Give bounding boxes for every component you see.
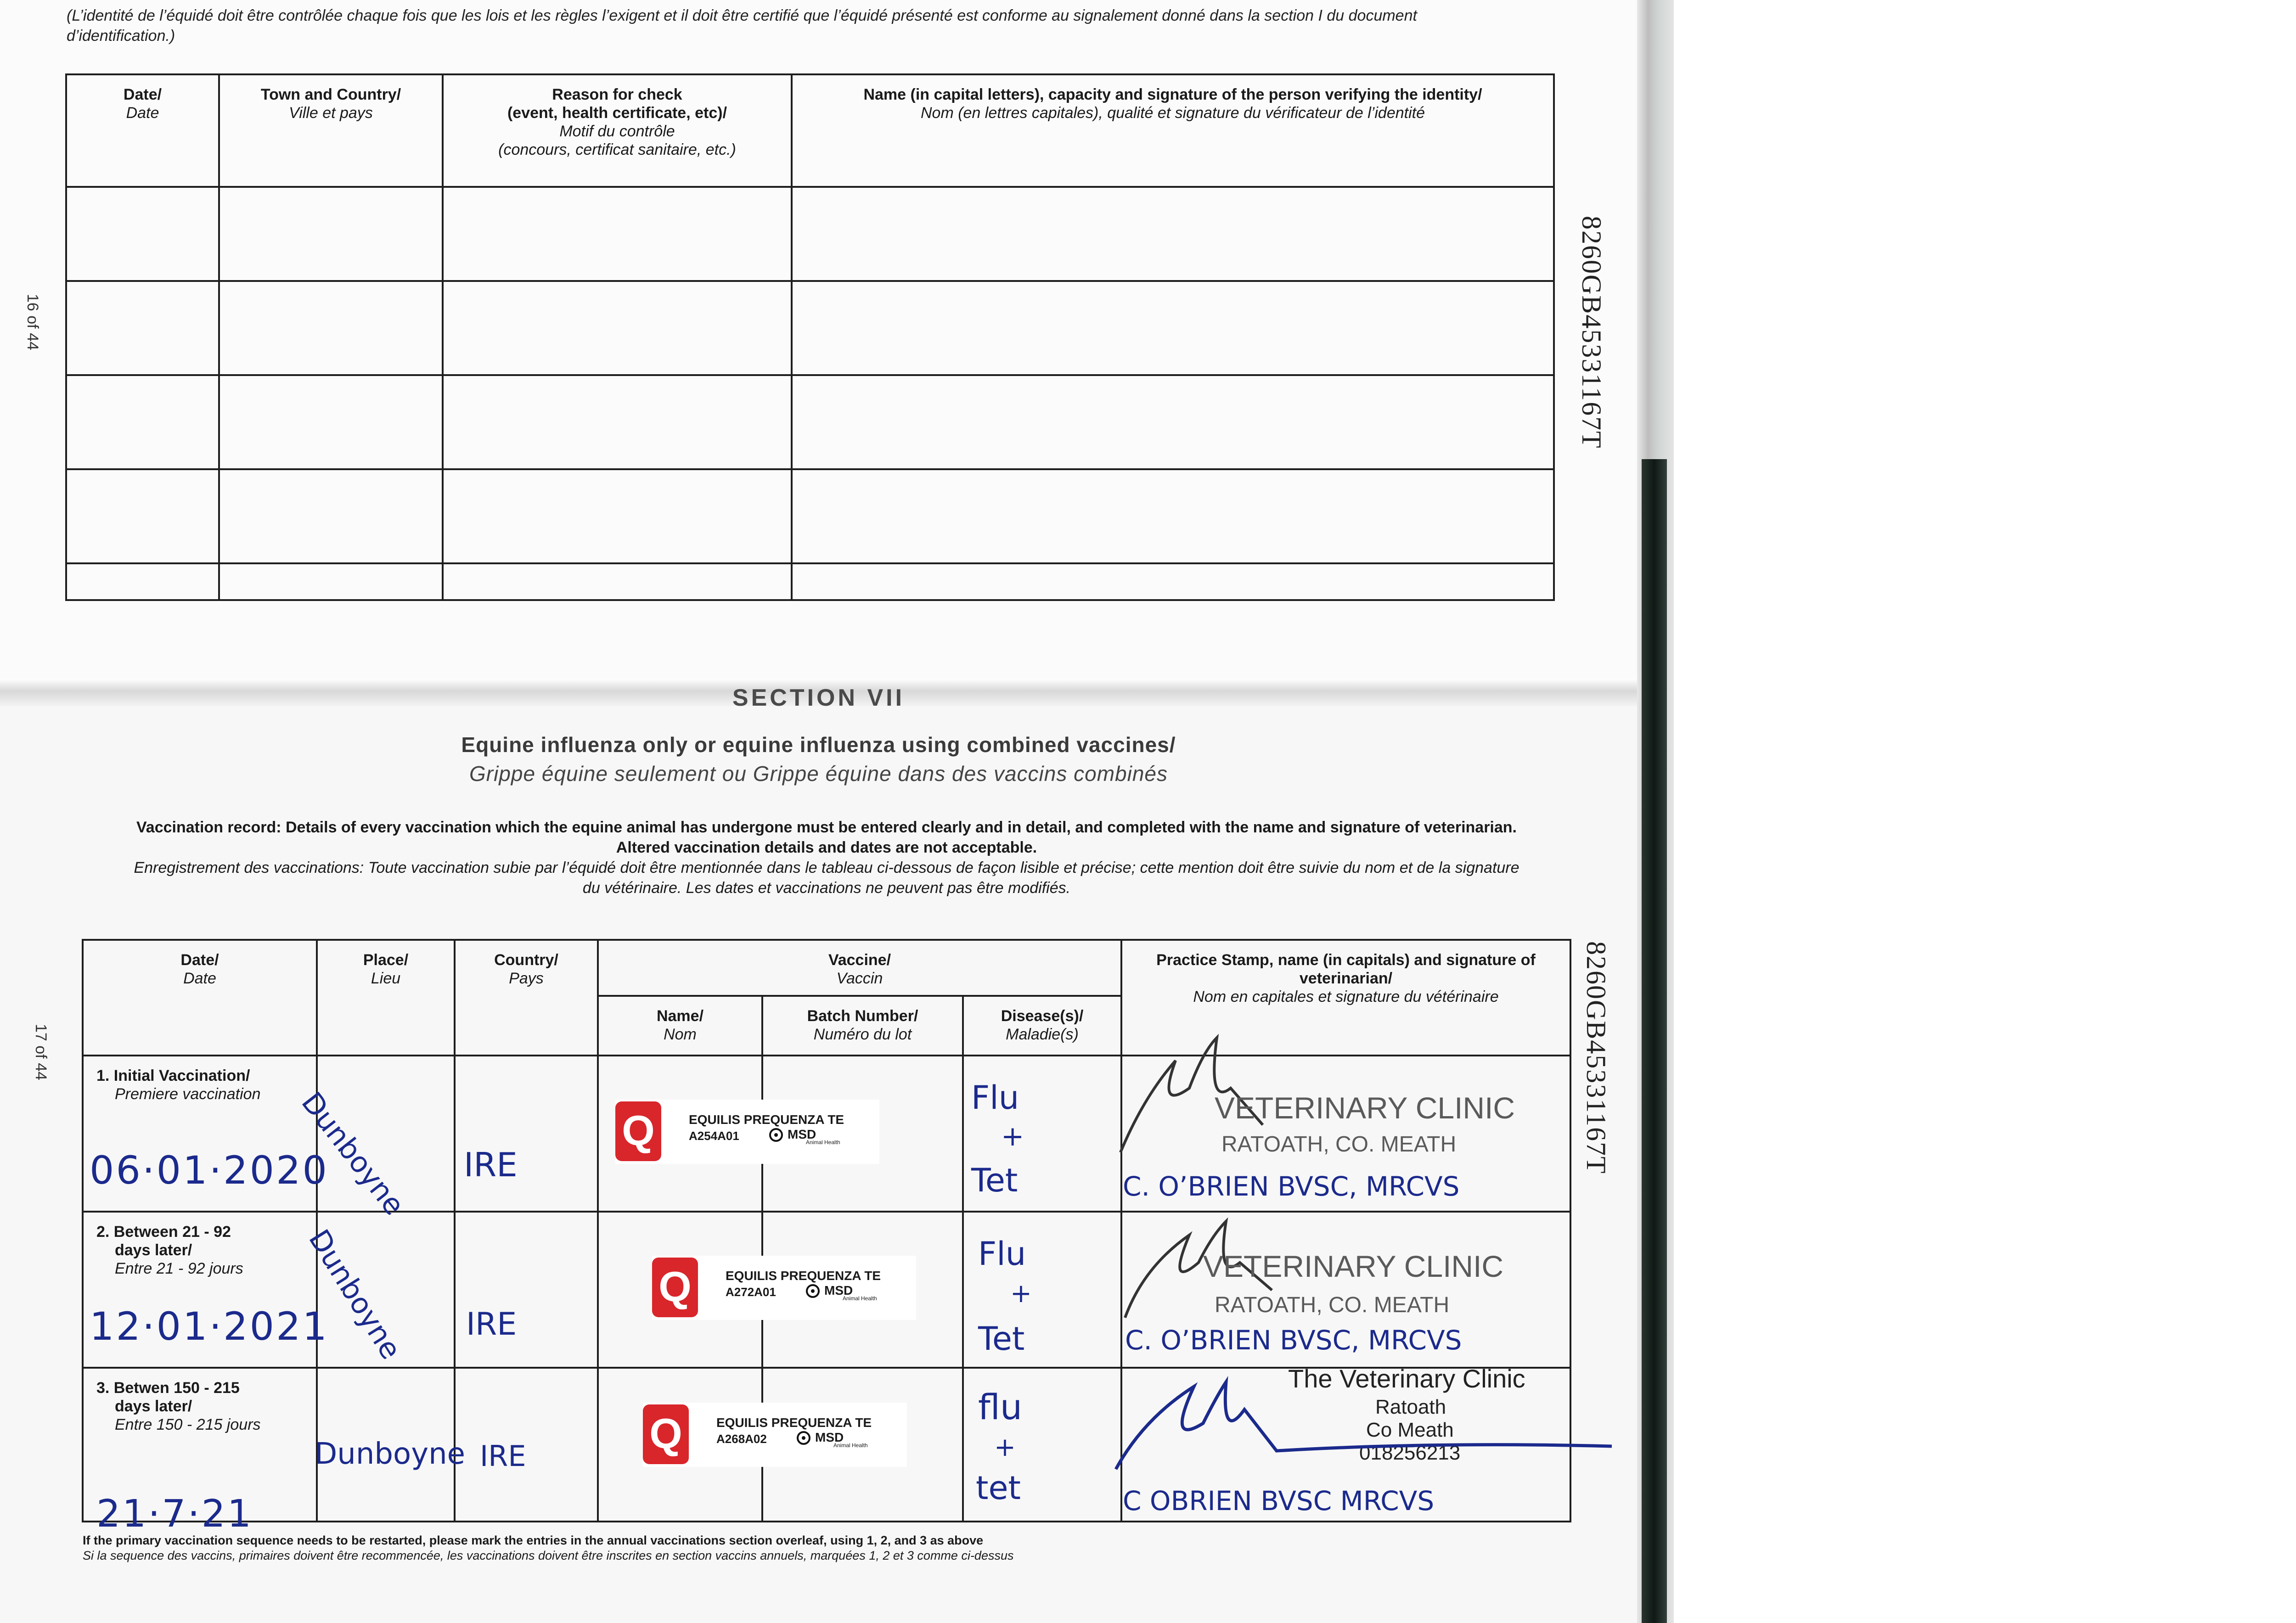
row-2-vaccine-sticker bbox=[652, 1256, 916, 1320]
msd-logo-icon bbox=[797, 1431, 810, 1445]
row-1-vaccine-name: EQUILIS PREQUENZA TE bbox=[689, 1112, 844, 1127]
row-2-batch: A272A01 bbox=[726, 1285, 776, 1299]
intro-line-2: d’identification.) bbox=[67, 27, 175, 45]
row-3-label: 3. Betwen 150 - 215 days later/ Entre 150 - 215 jours bbox=[83, 1368, 317, 1522]
header-diseases: Disease(s)/ Maladie(s) bbox=[963, 996, 1121, 1056]
header-vaccine: Vaccine/ Vaccin bbox=[598, 940, 1121, 996]
row-2-stamp-line-1: VETERINARY CLINIC bbox=[1203, 1249, 1504, 1283]
identity-row bbox=[66, 469, 1554, 563]
note-en-1: Vaccination record: Details of every vaccination which the equine animal has undergone must be entered clearly and in detail, and completed with the name and signature of veterinarian. bbox=[136, 819, 1517, 836]
msd-brand: MSD Animal Health bbox=[815, 1430, 868, 1449]
page-number-17: 17 of 44 bbox=[32, 1024, 50, 1080]
row-2-disease-2: + bbox=[1010, 1279, 1032, 1309]
header-town-country: Town and Country/ Ville et pays bbox=[219, 74, 443, 187]
row-3-vaccine-sticker bbox=[643, 1403, 907, 1467]
section-subtitle-en: Equine influenza only or equine influenza using combined vaccines/ bbox=[461, 733, 1176, 757]
msd-brand: MSD Animal Health bbox=[788, 1127, 840, 1146]
msd-logo-icon bbox=[806, 1284, 820, 1298]
vaccination-record-note bbox=[78, 817, 1575, 898]
header-reason: Reason for check (event, health certificate, etc)/ Motif du contrôle (concours, certificat sanitaire, etc.) bbox=[443, 74, 792, 187]
intro-line-1: (L’identité de l’équidé doit être contrôlée chaque fois que les lois et les règles l’exigent et il doit être certifié que l’équidé présenté est conforme au signalement donné dans la section I du document bbox=[67, 7, 1417, 24]
row-3-signature bbox=[1111, 1368, 1616, 1478]
row-1-batch: A254A01 bbox=[689, 1129, 739, 1143]
row-1-place: Dunboyne bbox=[295, 1086, 411, 1222]
q-logo-icon: Q bbox=[652, 1258, 698, 1317]
identity-table-header bbox=[66, 74, 1554, 187]
row-1-vet-name: C. O’BRIEN BVSC, MRCVS bbox=[1123, 1171, 1460, 1202]
header-vaccine-name: Name/ Nom bbox=[598, 996, 762, 1056]
footer-note-fr: Si la sequence des vaccins, primaires doivent être recommencée, les vaccinations doivent être inscrites en section vaccins annuels, marquées 1, 2 et 3 comme ci-dessus bbox=[83, 1549, 1014, 1562]
row-2-stamp-line-2: RATOATH, CO. MEATH bbox=[1215, 1293, 1450, 1317]
doc-id-bottom: 8260GB45331167T bbox=[1581, 941, 1611, 1174]
note-fr-2: du vétérinaire. Les dates et vaccinations ne peuvent pas être modifiés. bbox=[582, 879, 1071, 897]
row-3-stamp-line-3: Co Meath bbox=[1366, 1419, 1454, 1441]
row-1-country: IRE bbox=[464, 1146, 518, 1184]
header-place: Place/ Lieu bbox=[317, 940, 455, 1056]
scan-background bbox=[1674, 0, 2296, 1623]
msd-logo-icon bbox=[769, 1128, 783, 1142]
row-2-label: 2. Between 21 - 92 days later/ Entre 21 - 92 jours bbox=[83, 1212, 317, 1368]
note-fr-1: Enregistrement des vaccinations: Toute vaccination subie par l’équidé doit être mentionnée dans le tableau ci-dessous de façon lisible et précise; cette mention doit être suivie du nom et de la signature bbox=[134, 859, 1519, 876]
row-1-date: 06·01·2020 bbox=[90, 1148, 329, 1193]
row-3-place: Dunboyne bbox=[315, 1437, 465, 1471]
row-3-stamp-line-1: The Veterinary Clinic bbox=[1288, 1364, 1525, 1393]
row-3-stamp-line-2: Ratoath bbox=[1375, 1396, 1446, 1418]
header-date: Date/ Date bbox=[66, 74, 219, 187]
identity-row bbox=[66, 563, 1554, 600]
section-title: SECTION VII bbox=[732, 685, 905, 711]
q-logo-icon: Q bbox=[615, 1101, 661, 1161]
header-country: Country/ Pays bbox=[455, 940, 598, 1056]
q-logo-icon: Q bbox=[643, 1404, 689, 1464]
row-3-batch: A268A02 bbox=[716, 1432, 767, 1446]
note-en-2: Altered vaccination details and dates are not acceptable. bbox=[616, 839, 1037, 856]
row-1-label: 1. Initial Vaccination/ Premiere vaccination bbox=[83, 1056, 317, 1212]
row-1-stamp-line-1: VETERINARY CLINIC bbox=[1215, 1091, 1515, 1125]
identity-row bbox=[66, 281, 1554, 375]
row-2-place: Dunboyne bbox=[302, 1224, 408, 1365]
header-verifier-name: Name (in capital letters), capacity and signature of the person verifying the identity/ Nom (en lettres capitales), qualité et signature du vérificateur de l’identité bbox=[792, 74, 1554, 187]
row-1-stamp-line-2: RATOATH, CO. MEATH bbox=[1221, 1132, 1457, 1157]
row-3-disease-1: flu bbox=[978, 1387, 1023, 1427]
header-batch-number: Batch Number/ Numéro du lot bbox=[762, 996, 963, 1056]
row-3-country: IRE bbox=[480, 1439, 526, 1473]
identity-check-table bbox=[65, 73, 1555, 601]
row-3-disease-2: + bbox=[994, 1432, 1016, 1462]
page-number-16: 16 of 44 bbox=[24, 294, 41, 350]
row-3-vet-name: C OBRIEN BVSC MRCVS bbox=[1123, 1485, 1435, 1516]
row-2-date: 12·01·2021 bbox=[90, 1304, 329, 1349]
row-2-vet-name: C. O’BRIEN BVSC, MRCVS bbox=[1125, 1325, 1462, 1356]
row-3-disease-3: tet bbox=[976, 1469, 1021, 1507]
row-2-disease-3: Tet bbox=[978, 1320, 1025, 1358]
row-1-disease-2: + bbox=[1001, 1120, 1024, 1152]
row-1-disease-3: Tet bbox=[971, 1162, 1018, 1199]
vaccination-header-row-1 bbox=[83, 940, 1570, 996]
identity-row bbox=[66, 375, 1554, 469]
identity-row bbox=[66, 187, 1554, 281]
row-1-vaccine-sticker bbox=[615, 1100, 879, 1164]
identity-check-intro bbox=[67, 6, 1550, 46]
row-3-date: 21·7·21 bbox=[96, 1492, 253, 1536]
header-date: Date/ Date bbox=[83, 940, 317, 1056]
passport-cover-edge bbox=[1642, 459, 1667, 1623]
row-2-vaccine-name: EQUILIS PREQUENZA TE bbox=[726, 1269, 881, 1283]
footer-note-en: If the primary vaccination sequence needs to be restarted, please mark the entries in the annual vaccinations section overleaf, using 1, 2, and 3 as above bbox=[83, 1533, 984, 1547]
row-3-stamp-line-4: 018256213 bbox=[1359, 1442, 1461, 1464]
doc-id-top: 8260GB45331167T bbox=[1576, 216, 1607, 449]
row-3-vaccine-name: EQUILIS PREQUENZA TE bbox=[716, 1415, 872, 1430]
row-1-disease-1: Flu bbox=[971, 1079, 1019, 1117]
row-2-country: IRE bbox=[466, 1306, 517, 1342]
header-practice-stamp: Practice Stamp, name (in capitals) and signature of veterinarian/ Nom en capitales et signature du vétérinaire bbox=[1121, 940, 1570, 1056]
row-2-disease-1: Flu bbox=[978, 1235, 1026, 1273]
msd-brand: MSD Animal Health bbox=[824, 1283, 877, 1302]
section-subtitle-fr: Grippe équine seulement ou Grippe équine dans des vaccins combinés bbox=[469, 762, 1168, 786]
